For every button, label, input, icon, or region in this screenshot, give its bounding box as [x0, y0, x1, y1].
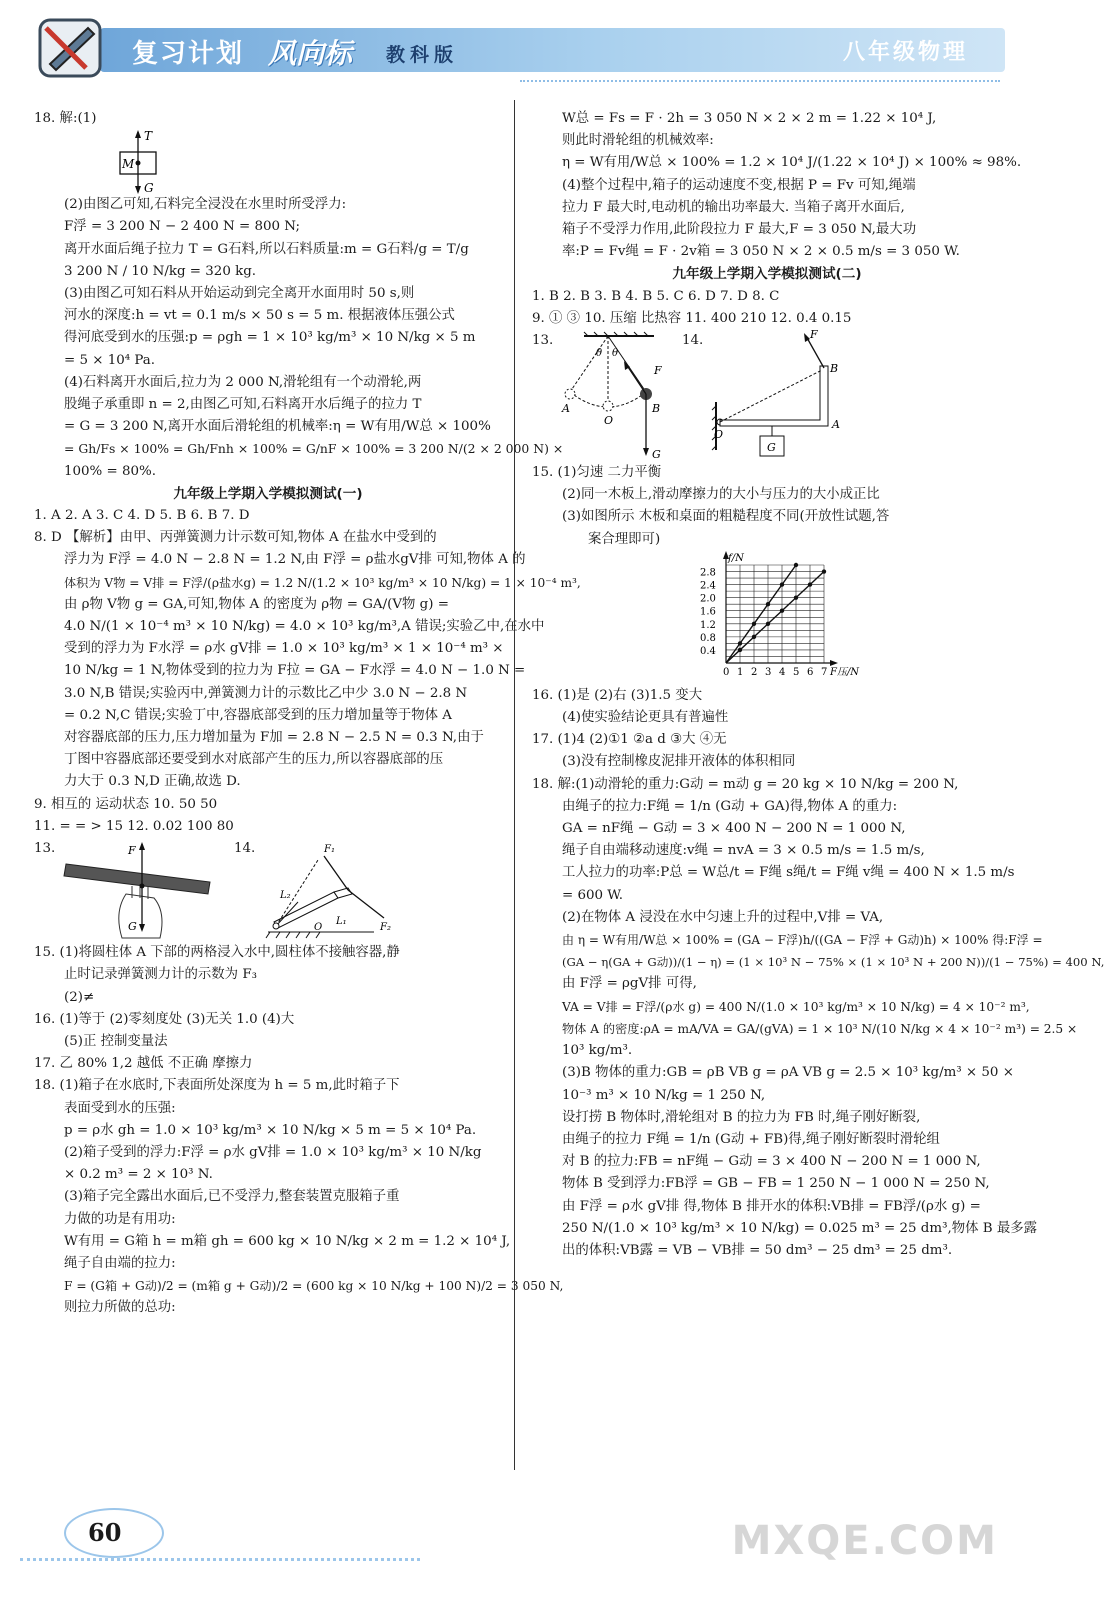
x-tick-label: 7: [821, 666, 828, 678]
label-G: G: [652, 448, 661, 462]
text-line: 由绳子的拉力:F绳 = 1/n (G动 + GA)得,物体 A 的重力:: [562, 798, 898, 814]
q13-label: 13.: [34, 841, 56, 857]
header-dotted-rule: [520, 80, 1000, 84]
text-line: W总 = Fs = F · 2h = 3 050 N × 2 × 2 m = 1.22 × 10⁴ J,: [562, 111, 937, 126]
text-line: 1. A 2. A 3. C 4. D 5. B 6. B 7. D: [34, 508, 250, 524]
text-line: F浮 = 3 200 N − 2 400 N = 800 N;: [64, 219, 301, 235]
text-line: 力做的功是有用功:: [64, 1211, 176, 1227]
text-line: (2)同一木板上,滑动摩擦力的大小与压力的大小成正比: [562, 487, 880, 503]
section-title-test-2: 九年级上学期入学模拟测试(二): [672, 266, 862, 283]
x-tick-label: 3: [765, 666, 772, 678]
text-line: 8. D 【解析】由甲、丙弹簧测力计示数可知,物体 A 在盐水中受到的: [34, 530, 437, 546]
friction-chart-container: [532, 551, 1002, 685]
data-point: [780, 608, 784, 612]
data-point: [794, 595, 798, 599]
text-line: 18. (1)箱子在水底时,下表面所处深度为 h = 5 m,此时箱子下: [34, 1078, 400, 1094]
text-line: 250 N/(1.0 × 10³ kg/m³ × 10 N/kg) = 0.025 m³ = 25 dm³,物体 B 最多露: [562, 1220, 1038, 1236]
figures-r13-r14: [532, 330, 1002, 462]
text-line: 案合理即可): [588, 531, 661, 547]
q13-label: 13.: [532, 333, 554, 349]
text-line: 18. 解:(1): [34, 111, 97, 126]
text-line: 河水的深度:h = vt = 0.1 m/s × 50 s = 5 m. 根据液体压强公式: [64, 308, 455, 324]
text-line: 100% = 80%.: [64, 463, 157, 479]
header-title: 复习计划: [132, 39, 245, 69]
text-line: 9. ① ③ 10. 压缩 比热容 11. 400 210 12. 0.4 0.15: [532, 310, 852, 326]
label-A: A: [832, 418, 840, 432]
text-line: 率:P = Fv绳 = F · 2v箱 = 3 050 N × 2 × 0.5 m/s = 3 050 W.: [562, 244, 960, 260]
data-point: [766, 621, 770, 625]
label-L1: L₁: [336, 916, 347, 928]
text-line: 由 η = W有用/W总 × 100% = (GA − F浮)h/((GA − F浮 + G动)h) × 100% 得:F浮 =: [562, 933, 1043, 948]
text-line: 箱子不受浮力作用,此阶段拉力 F 最大,F = 3 050 N,最大功: [562, 222, 917, 238]
figure-r13-pendulum: [558, 332, 678, 460]
text-line: 止时记录弹簧测力计的示数为 F₃: [64, 967, 257, 983]
text-line: 离开水面后绳子拉力 T = G石料,所以石料质量:m = G石料/g = T/g: [64, 241, 469, 257]
data-point: [822, 569, 826, 573]
x-tick-label: 0: [723, 666, 730, 678]
text-line: 设打捞 B 物体时,滑轮组对 B 的拉力为 FB 时,绳子刚好断裂,: [562, 1109, 921, 1125]
text-line: 股绳子承重即 n = 2,由图乙可知,石料离开水后绳子的拉力 T: [64, 397, 422, 413]
text-line: (3)没有控制橡皮泥排开液体的体积相同: [562, 754, 796, 770]
section-title-test-1: 九年级上学期入学模拟测试(一): [173, 485, 363, 502]
x-tick-label: 4: [779, 666, 786, 678]
text-line: = 0.2 N,C 错误;实验丁中,容器底部受到的压力增加量等于物体 A: [64, 707, 452, 723]
label-theta-2: θ: [612, 348, 619, 360]
watermark: MXQE.COM: [731, 1518, 998, 1564]
label-B: B: [652, 402, 661, 416]
friction-chart: [692, 551, 862, 685]
y-tick-label: 1.2: [700, 619, 716, 631]
y-tick-label: 0.8: [700, 632, 716, 644]
text-line: (4)使实验结论更具有普遍性: [562, 710, 729, 726]
x-tick-label: 1: [737, 666, 744, 678]
text-line: 18. 解:(1)动滑轮的重力:G动 = m动 g = 20 kg × 10 N/kg = 200 N,: [532, 776, 959, 792]
data-point: [780, 582, 784, 586]
text-line: 力大于 0.3 N,D 正确,故选 D.: [64, 774, 241, 790]
text-line: (3)箱子完全露出水面后,已不受浮力,整套装置克服箱子重: [64, 1189, 400, 1205]
label-F: F: [810, 328, 818, 342]
text-line: (3)如图所示 木板和桌面的粗糙程度不同(开放性试题,答: [562, 509, 890, 525]
text-line: F = (G箱 + G动)/2 = (m箱 g + G动)/2 = (600 kg × 10 N/kg + 100 N)/2 = 3 050 N,: [64, 1279, 564, 1294]
label-F: F: [654, 364, 662, 378]
text-line: 16. (1)等于 (2)零刻度处 (3)无关 1.0 (4)大: [34, 1011, 295, 1027]
y-tick-label: 0.4: [700, 645, 716, 657]
figure-l18-force-diagram: [100, 130, 502, 194]
text-line: p = ρ水 gh = 1.0 × 10³ kg/m³ × 10 N/kg × 5 m = 5 × 10⁴ Pa.: [64, 1122, 477, 1138]
label-L2: L₂: [280, 890, 291, 902]
header-brand: 风向标: [268, 37, 353, 70]
label-O: O: [314, 922, 323, 934]
text-line: (GA − η(GA + G动))/(1 − η) = (1 × 10³ N − 75% × (1 × 10³ N + 200 N))/(1 − 75%) = 400 N,: [562, 955, 1104, 970]
text-line: 绳子自由端移动速度:v绳 = nvA = 3 × 0.5 m/s = 1.5 m/s,: [562, 843, 925, 859]
text-line: 丁图中容器底部还要受到水对底部产生的压力,所以容器底部的压: [64, 752, 444, 768]
text-line: 则拉力所做的总功:: [64, 1300, 176, 1316]
text-line: 10⁻³ m³ × 10 N/kg = 1 250 N,: [562, 1087, 766, 1103]
text-line: 由 ρ物 V物 g = GA,可知,物体 A 的密度为 ρ物 = GA/(V物 g) =: [64, 596, 449, 612]
page-number: 60: [88, 1518, 122, 1547]
text-line: GA = nF绳 − G动 = 3 × 400 N − 200 N = 1 000 N,: [562, 821, 906, 837]
left-column: [34, 108, 581, 1320]
text-line: 10³ kg/m³.: [562, 1043, 633, 1059]
right-column: [532, 108, 1104, 1262]
header-subject: 八年级物理: [842, 40, 968, 65]
text-line: 10 N/kg = 1 N,物体受到的拉力为 F拉 = GA − F水浮 = 4.0 N − 1.0 N =: [64, 663, 526, 679]
data-point: [752, 621, 756, 625]
text-line: = G = 3 200 N,离开水面后滑轮组的机械率:η = W有用/W总 × 100%: [64, 419, 491, 435]
figure-l13-hand-ruler: [62, 842, 212, 940]
text-line: (3)B 物体的重力:GB = ρB VB g = ρA VB g = 2.5 × 10³ kg/m³ × 50 ×: [562, 1065, 1014, 1081]
text-line: VA = V排 = F浮/(ρ水 g) = 400 N/(1.0 × 10³ kg/m³ × 10 N/kg) = 4 × 10⁻² m³,: [562, 999, 1030, 1014]
text-line: (4)整个过程中,箱子的运动速度不变,根据 P = Fv 可知,绳端: [562, 177, 916, 193]
label-F2: F₂: [380, 922, 391, 934]
data-point: [808, 582, 812, 586]
data-point: [738, 641, 742, 645]
label-theta-1: θ: [596, 348, 603, 360]
x-axis-label: F压/N: [830, 666, 860, 678]
text-line: η = W有用/W总 × 100% = 1.2 × 10⁴ J/(1.22 × 10⁴ J) × 100% ≈ 98%.: [562, 155, 1022, 171]
y-tick-label: 2.0: [700, 593, 716, 605]
y-tick-label: 1.6: [700, 606, 716, 618]
data-point: [752, 635, 756, 639]
data-point: [738, 648, 742, 652]
data-point: [766, 602, 770, 606]
x-tick-label: 6: [807, 666, 814, 678]
text-line: (2)箱子受到的浮力:F浮 = ρ水 gV排 = 1.0 × 10³ kg/m³ × 10 N/kg: [64, 1144, 482, 1160]
text-line: 受到的浮力为 F水浮 = ρ水 gV排 = 1.0 × 10³ kg/m³ × 1 × 10⁻⁴ m³ ×: [64, 641, 504, 657]
text-line: × 0.2 m³ = 2 × 10³ N.: [64, 1167, 213, 1183]
text-line: (3)由图乙可知石料从开始运动到完全离开水面用时 50 s,则: [64, 286, 415, 302]
data-point: [794, 563, 798, 567]
text-line: 4.0 N/(1 × 10⁻⁴ m³ × 10 N/kg) = 4.0 × 10³ kg/m³,A 错误;实验乙中,在水中: [64, 619, 545, 635]
label-G: G: [144, 181, 154, 196]
text-line: 浮力为 F浮 = 4.0 N − 2.8 N = 1.2 N,由 F浮 = ρ盐水gV排 可知,物体 A 的: [64, 552, 526, 568]
text-line: 17. (1)4 (2)①1 ②a d ③大 ④无: [532, 732, 727, 748]
label-M: M: [122, 157, 135, 172]
text-line: (2)在物体 A 浸没在水中匀速上升的过程中,V排 = VA,: [562, 909, 884, 925]
y-tick-label: 2.4: [700, 580, 716, 592]
figures-l13-l14: [34, 838, 502, 942]
x-tick-label: 5: [793, 666, 800, 678]
label-F: F: [128, 844, 136, 858]
text-line: = 5 × 10⁴ Pa.: [64, 352, 156, 368]
figure-r14-bent-lever: [710, 330, 850, 462]
text-line: 3.0 N,B 错误;实验丙中,弹簧测力计的示数比乙中少 3.0 N − 2.8 N: [64, 685, 468, 701]
label-O: O: [714, 428, 724, 442]
text-line: 9. 相互的 运动状态 10. 50 50: [34, 796, 218, 812]
figure-l14-lever: [264, 842, 394, 940]
label-G: G: [767, 441, 776, 455]
text-line: 17. 乙 80% 1,2 越低 不正确 摩擦力: [34, 1056, 253, 1072]
text-line: 拉力 F 最大时,电动机的输出功率最大. 当箱子离开水面后,: [562, 199, 905, 215]
label-O: O: [604, 414, 614, 428]
text-line: 物体 B 受到浮力:FB浮 = GB − FB = 1 250 N − 1 000 N = 250 N,: [562, 1176, 990, 1192]
q14-label: 14.: [682, 333, 704, 349]
text-line: W有用 = G箱 h = m箱 gh = 600 kg × 10 N/kg × 2 m = 1.2 × 10⁴ J,: [64, 1233, 511, 1249]
text-line: 则此时滑轮组的机械效率:: [562, 133, 714, 149]
header-edition: 教科版: [386, 44, 459, 66]
series-line-1: [726, 565, 796, 663]
text-line: 由 F浮 = ρ水 gV排 得,物体 B 排开水的体积:VB排 = FB浮/(ρ水 g) =: [562, 1198, 981, 1214]
pen-ruler-logo-icon: [36, 14, 108, 82]
text-line: 出的体积:VB露 = VB − VB排 = 50 dm³ − 25 dm³ = 25 dm³.: [562, 1242, 953, 1258]
q14-label: 14.: [234, 841, 256, 857]
text-line: 对 B 的拉力:FB = nF绳 − G动 = 3 × 400 N − 200 N = 1 000 N,: [562, 1154, 981, 1170]
label-T: T: [144, 129, 153, 144]
text-line: (2)由图乙可知,石料完全浸没在水里时所受浮力:: [64, 197, 347, 213]
text-line: 由 F浮 = ρgV排 可得,: [562, 976, 697, 992]
text-line: 工人拉力的功率:P总 = W总/t = F绳 s绳/t = F绳 v绳 = 400 N × 1.5 m/s: [562, 865, 1015, 881]
text-line: 1. B 2. B 3. B 4. B 5. C 6. D 7. D 8. C: [532, 288, 780, 304]
text-line: = 600 W.: [562, 887, 623, 903]
text-line: = Gh/Fs × 100% = Gh/Fnh × 100% = G/nF × 100% = 3 200 N/(2 × 2 000 N) ×: [64, 441, 564, 457]
text-line: (4)石料离开水面后,拉力为 2 000 N,滑轮组有一个动滑轮,两: [64, 374, 422, 390]
label-B: B: [830, 362, 839, 376]
text-line: 对容器底部的压力,压力增加量为 F加 = 2.8 N − 2.5 N = 0.3 N,由于: [64, 730, 484, 746]
text-line: (5)正 控制变量法: [64, 1033, 168, 1049]
column-divider: [514, 100, 515, 1470]
y-axis-label: f/N: [728, 552, 744, 564]
text-line: 物体 A 的密度:ρA = mA/VA = GA/(gVA) = 1 × 10³ N/(10 N/kg × 4 × 10⁻² m³) = 2.5 ×: [562, 1021, 1078, 1036]
x-axis-arrow: [830, 660, 838, 666]
text-line: 得河底受到水的压强:p = ρgh = 1 × 10³ kg/m³ × 10 N/kg × 5 m: [64, 330, 476, 346]
text-line: 16. (1)是 (2)右 (3)1.5 变大: [532, 687, 703, 703]
x-tick-label: 2: [751, 666, 758, 678]
page-header: [0, 0, 1038, 88]
text-line: 表面受到水的压强:: [64, 1100, 176, 1116]
text-line: 体积为 V物 = V排 = F浮/(ρ盐水g) = 1.2 N/(1.2 × 10³ kg/m³ × 10 N/kg) = 1 × 10⁻⁴ m³,: [64, 575, 581, 590]
text-line: 绳子自由端的拉力:: [64, 1255, 176, 1271]
label-G: G: [128, 920, 137, 934]
text-line: 15. (1)匀速 二力平衡: [532, 465, 662, 481]
label-A: A: [562, 402, 570, 416]
text-line: 11. = = > 15 12. 0.02 100 80: [34, 818, 234, 834]
page-footer: [0, 1488, 1038, 1600]
text-line: (2)≠: [64, 989, 95, 1005]
text-line: 由绳子的拉力 F绳 = 1/n (G动 + FB)得,绳子刚好断裂时滑轮组: [562, 1131, 940, 1147]
label-F1: F₁: [324, 844, 335, 856]
text-line: 3 200 N / 10 N/kg = 320 kg.: [64, 263, 257, 279]
y-tick-label: 2.8: [700, 567, 716, 579]
footer-dotted-rule: [20, 1558, 420, 1561]
text-line: 15. (1)将圆柱体 A 下部的两格浸入水中,圆柱体不接触容器,静: [34, 945, 400, 961]
